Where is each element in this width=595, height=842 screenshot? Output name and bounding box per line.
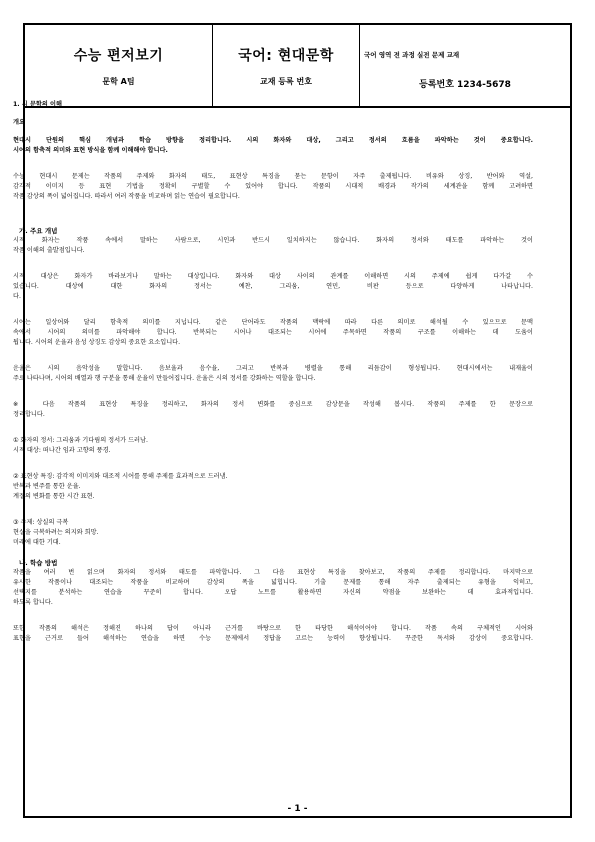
text-line: 다.: [13, 293, 21, 300]
text-line: 있습니다. 대상에 대한 화자의 정서는 예찬, 그리움, 연민, 비판 등으로 다양하게 나타납니다.: [13, 283, 533, 290]
paragraph: [13, 568, 533, 608]
text-line: 됩니다. 시어의 운율과 음성 상징도 감상의 중요한 요소입니다.: [13, 339, 181, 346]
header-left-cell: [25, 25, 213, 106]
document-body: [13, 100, 533, 660]
paragraph: [13, 272, 533, 302]
text-line: 감각적 이미지 등 표현 기법을 정확히 구별할 수 있어야 합니다. 작품의 시대적 배경과 작가의 세계관을 함께 고려하면: [13, 183, 533, 190]
text-line: 하도록 합니다.: [13, 599, 53, 606]
paragraph: [13, 236, 533, 256]
text-line: 수능 현대시 문제는 작품의 주제와 화자의 태도, 표현상 특징을 묻는 문항이 자주 출제됩니다. 비유와 상징, 반어와 역설,: [13, 173, 533, 180]
text-line: 운율은 시의 음악성을 말합니다. 음보율과 음수율, 그리고 반복과 병렬을 통해 리듬감이 형성됩니다. 현대시에서는 내재율이: [13, 365, 533, 372]
text-line: 시적 대상은 화자가 바라보거나 말하는 대상입니다. 화자와 대상 사이의 관계를 이해하면 시의 주제에 쉽게 다가갈 수: [13, 273, 533, 280]
registration-number: 등록번호 1234-5678: [419, 80, 511, 90]
header-right-cell: [360, 25, 570, 106]
header-middle-cell: [213, 25, 360, 106]
paragraph: [13, 136, 533, 156]
subsection-heading: 가. 주요 개념: [19, 227, 58, 235]
text-line: 작품 이해의 출발점입니다.: [13, 247, 85, 254]
paragraph: [13, 318, 533, 348]
section-label: 개요: [13, 119, 25, 126]
subsection-heading: 나. 학습 방법: [19, 559, 58, 567]
text-line: 정리합니다.: [13, 411, 45, 418]
list-item: 반복과 변주를 통한 운율.: [13, 483, 81, 490]
list-block: [13, 436, 533, 456]
list-item: ③ 주제: 상실의 극복: [13, 519, 69, 526]
page-number: - 1 -: [287, 804, 308, 814]
list-item: 현실을 극복하려는 의지와 희망.: [13, 529, 99, 536]
intro-heading: 1. 시 문학의 이해: [13, 101, 62, 108]
text-line: ※ 다음 작품의 표현상 특징을 정리하고, 화자의 정서 변화를 중심으로 감상문을 작성해 봅시다. 작품의 주제를 한 문장으로: [13, 401, 533, 408]
text-line: 또한 작품의 해석은 정해진 하나의 답이 아니라 근거를 바탕으로 한 타당한 해석이어야 합니다. 작품 속의 구체적인 시어와: [13, 625, 533, 632]
middle-subtitle: 교재 등록 번호: [260, 77, 312, 86]
list-block: [13, 472, 533, 502]
paragraph: [13, 400, 533, 420]
left-subtitle: 문학 A팀: [102, 77, 135, 86]
list-block: [13, 518, 533, 548]
paragraph: [13, 172, 533, 202]
paragraph: [13, 364, 533, 384]
text-line: 작품을 여러 번 읽으며 화자의 정서와 태도를 파악합니다. 그 다음 표현상 특징을 찾아보고, 작품의 주제를 정리합니다. 마지막으로: [13, 569, 533, 576]
text-line: 시어는 일상어와 달리 함축적 의미를 지닙니다. 같은 단어라도 작품의 맥락에 따라 다른 의미로 해석될 수 있으므로 문맥: [13, 319, 533, 326]
list-item: 시적 대상: 떠나간 임과 고향의 풍경.: [13, 447, 111, 454]
text-line: 시적 화자는 작품 속에서 말하는 사람으로, 시인과 반드시 일치하지는 않습니다. 화자의 정서와 태도를 파악하는 것이: [13, 237, 533, 244]
list-item: ① 화자의 정서: 그리움과 기다림의 정서가 드러남.: [13, 437, 148, 444]
text-line: 작품 감상의 폭이 넓어집니다. 따라서 여러 작품을 비교하며 읽는 연습이 필요합니다.: [13, 193, 240, 200]
text-line: 선택지를 분석하는 연습을 꾸준히 합니다. 오답 노트를 활용하면 자신의 약점을 보완하는 데 효과적입니다.: [13, 589, 533, 596]
left-title: 수능 편저보기: [73, 48, 164, 64]
text-line: 주로 나타나며, 시어의 배열과 행 구분을 통해 운율이 만들어집니다. 운율은 시의 정서를 강화하는 역할을 합니다.: [13, 375, 316, 382]
paragraph: [13, 624, 533, 644]
header-table: [25, 25, 570, 108]
text-line: 현대시 단원의 핵심 개념과 학습 방향을 정리합니다. 시의 화자와 대상, 그리고 정서의 흐름을 파악하는 것이 중요합니다.: [13, 137, 533, 144]
right-description: 국어 영역 전 과정 실전 문제 교재: [364, 51, 460, 59]
middle-title: 국어: 현대문학: [238, 48, 334, 64]
list-item: 계절의 변화를 통한 시간 표현.: [13, 493, 95, 500]
list-item: ② 표현상 특징: 감각적 이미지와 대조적 시어를 통해 주제를 효과적으로 드러냄.: [13, 473, 228, 480]
text-line: 속에서 시어의 의미를 파악해야 합니다. 반복되는 시어나 대조되는 시어에 주목하면 작품의 구조를 이해하는 데 도움이: [13, 329, 533, 336]
text-line: 유사한 작품이나 대조되는 작품을 비교하며 감상의 폭을 넓힙니다. 기출 문제를 통해 자주 출제되는 유형을 익히고,: [13, 579, 533, 586]
text-line: 표현을 근거로 들어 해석하는 연습을 하면 수능 문제에서 정답을 고르는 능력이 향상됩니다. 꾸준한 독서와 감상이 중요합니다.: [13, 635, 533, 642]
list-item: 미래에 대한 기대.: [13, 539, 61, 546]
text-line: 시어의 함축적 의미와 표현 방식을 함께 이해해야 합니다.: [13, 147, 168, 154]
